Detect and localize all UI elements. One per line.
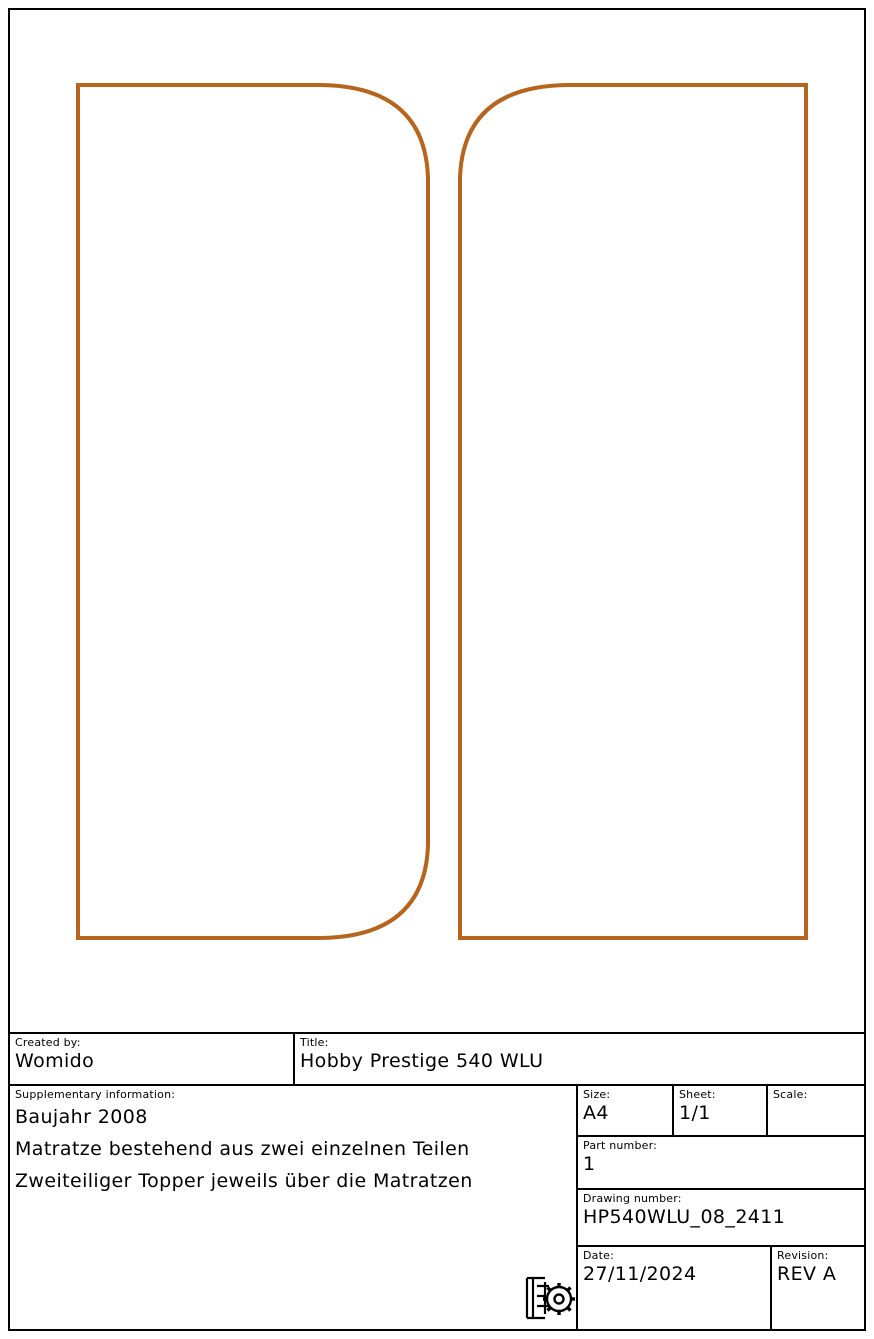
sheet-label: Sheet: [679,1088,716,1101]
title-block [10,1032,864,1329]
size-cell [578,1086,672,1137]
sheet-cell [672,1086,766,1137]
drawing-number-value: HP540WLU_08_2411 [583,1206,786,1228]
gear-icon [522,1270,578,1326]
drawing-number-label: Drawing number: [583,1192,682,1205]
supplementary-line-1: Baujahr 2008 [15,1106,148,1128]
title-value: Hobby Prestige 540 WLU [300,1050,544,1072]
date-label: Date: [583,1249,614,1262]
scale-label: Scale: [773,1088,808,1101]
part-number-cell [578,1137,864,1190]
right-mattress-part [460,85,806,938]
supplementary-line-2: Matratze bestehend aus zwei einzelnen Teilen [15,1138,470,1160]
revision-value: REV A [777,1263,837,1285]
left-mattress-part [78,85,428,938]
created-by-value: Womido [15,1050,95,1072]
drawing-number-cell [578,1190,864,1247]
supplementary-information-cell [10,1086,578,1331]
part-number-label: Part number: [583,1139,658,1152]
date-value: 27/11/2024 [583,1263,697,1285]
scale-cell [766,1086,864,1137]
sheet-value: 1/1 [679,1102,711,1124]
drawing-canvas [10,10,864,1032]
revision-cell [770,1247,864,1331]
created-by-cell [10,1034,293,1086]
revision-label: Revision: [777,1249,829,1262]
part-number-value: 1 [583,1153,596,1175]
size-value: A4 [583,1102,609,1124]
supplementary-label: Supplementary information: [15,1088,176,1101]
gear-icon-svg [523,1272,577,1324]
title-label: Title: [300,1036,329,1049]
title-cell [293,1034,864,1086]
created-by-label: Created by: [15,1036,81,1049]
mattress-outline-svg [10,10,864,1032]
supplementary-line-3: Zweiteiliger Topper jeweils über die Matratzen [15,1170,473,1192]
date-cell [578,1247,770,1331]
size-label: Size: [583,1088,611,1101]
